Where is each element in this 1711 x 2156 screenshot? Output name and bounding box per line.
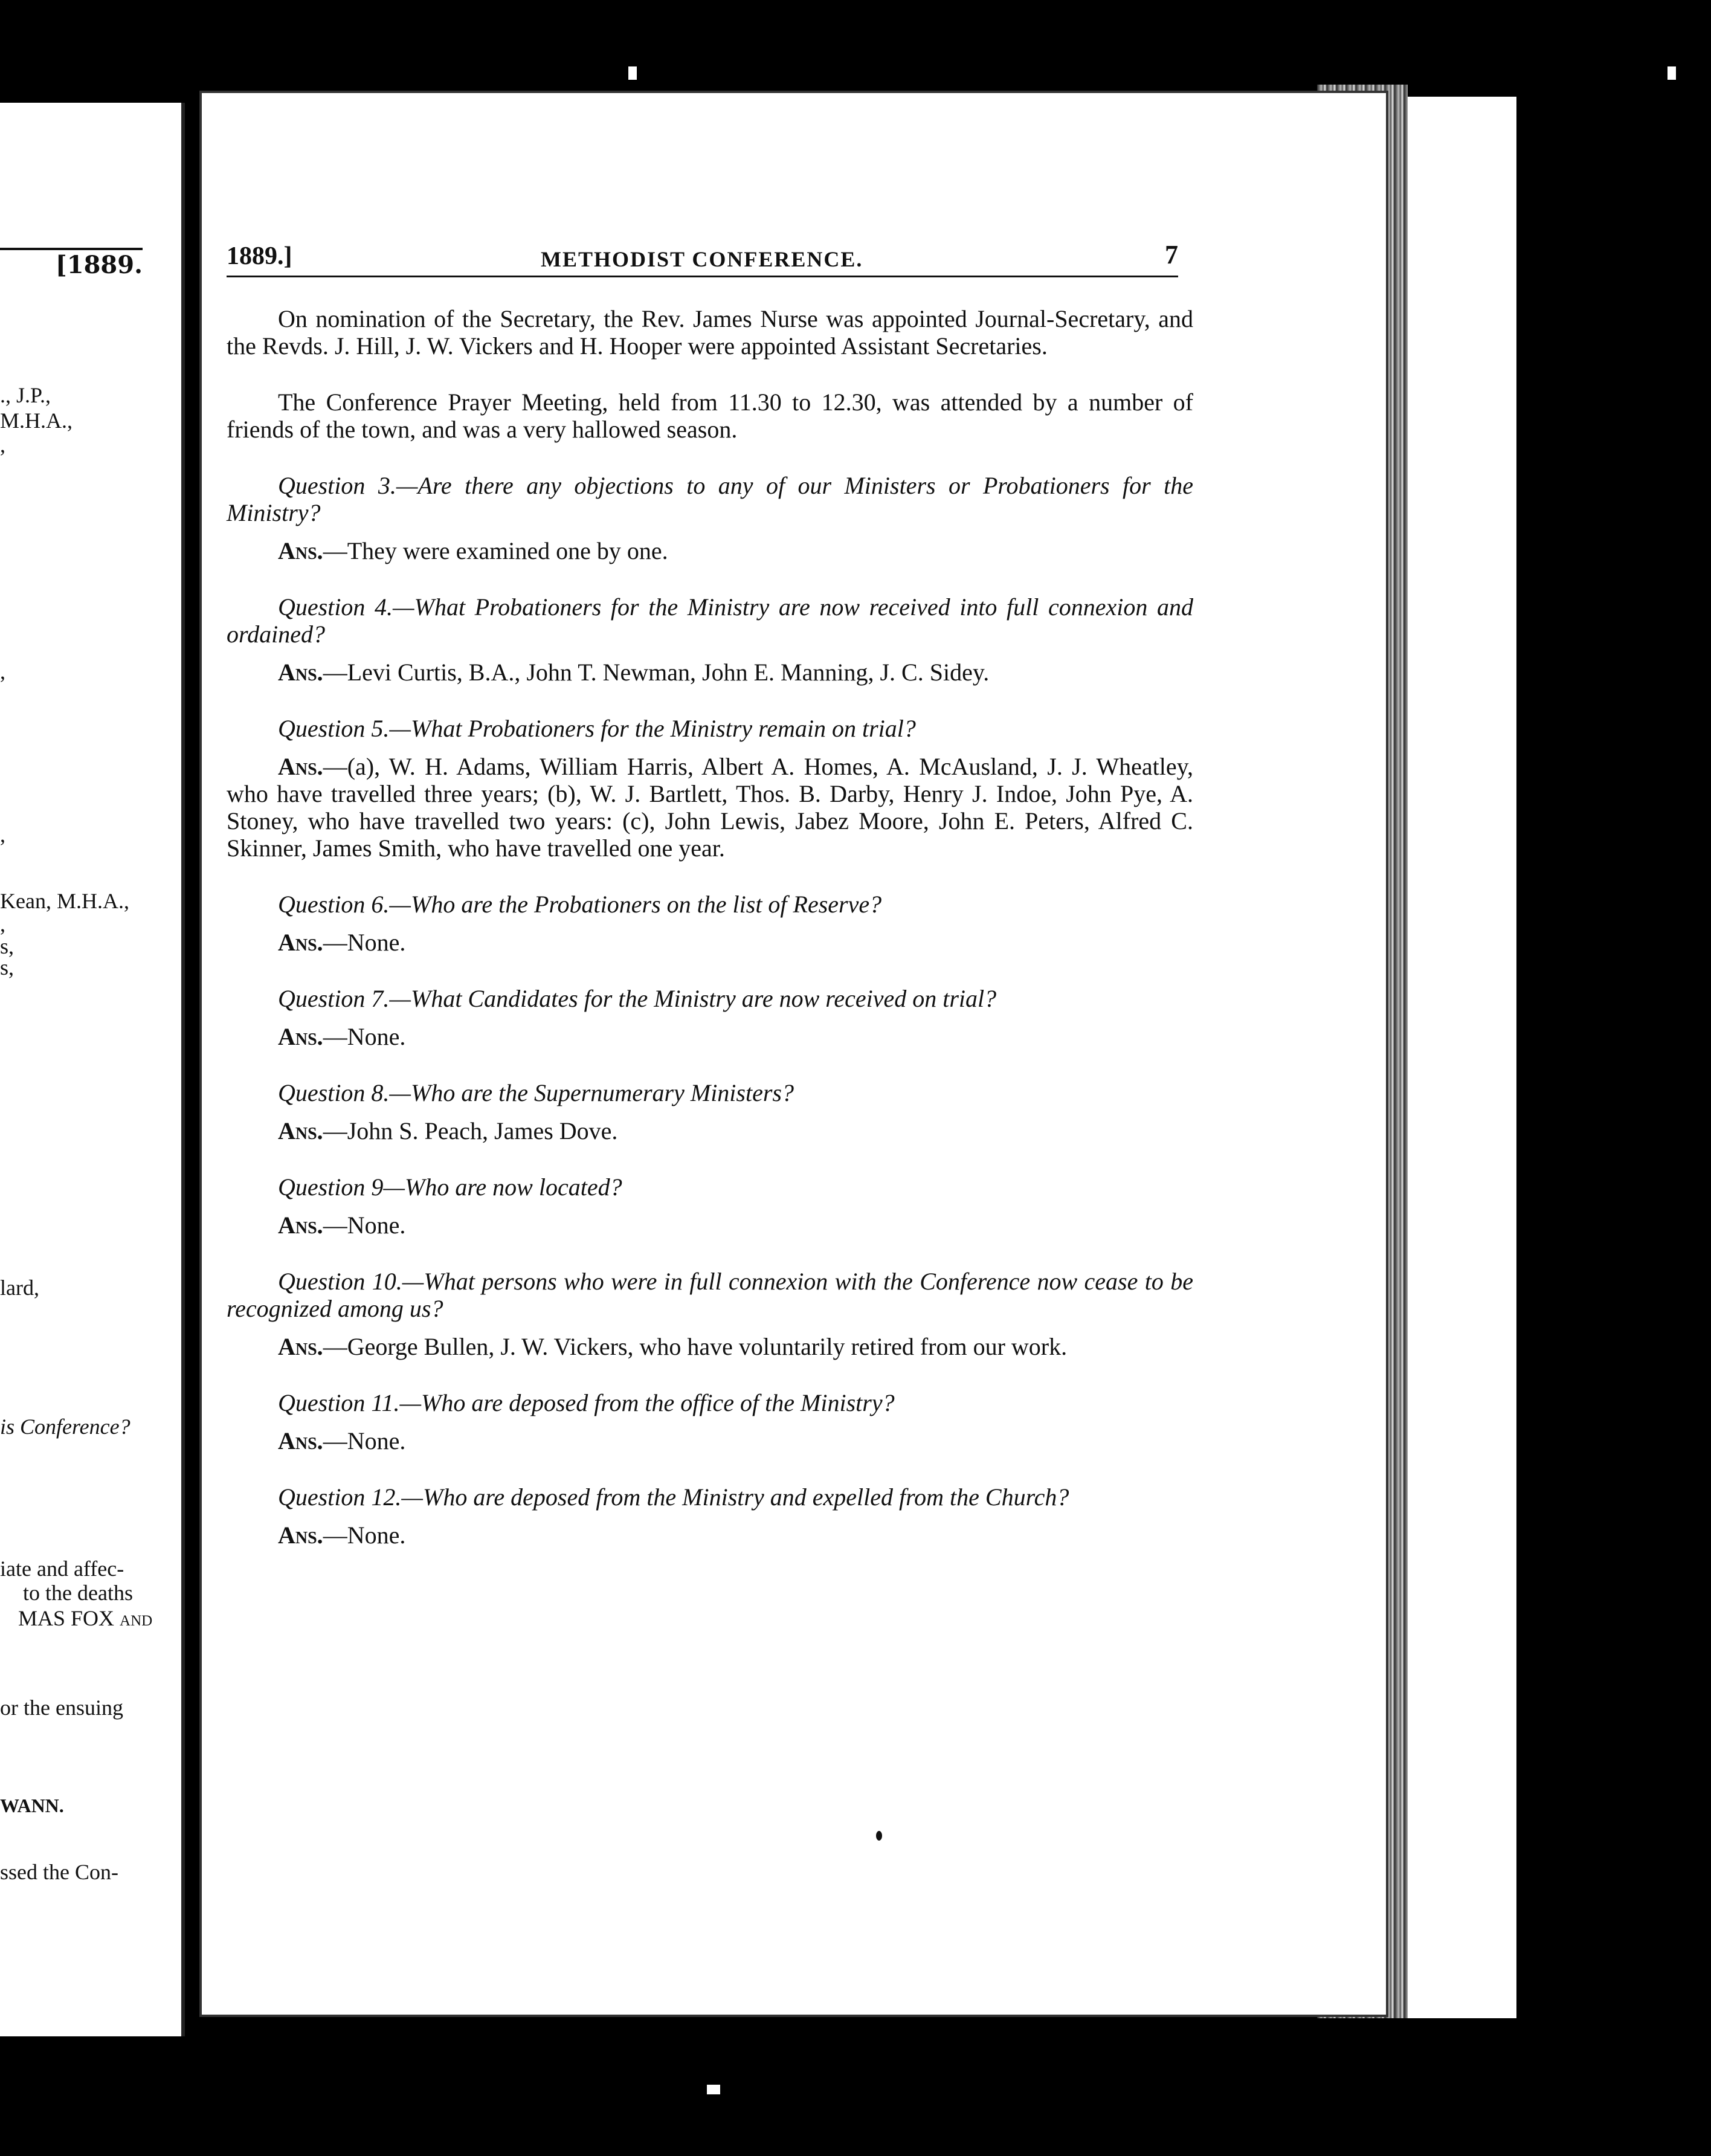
answer — [227, 1333, 1193, 1360]
answer-label: Ans. — [278, 1117, 323, 1144]
answer-label: Ans. — [278, 1023, 323, 1050]
answer — [227, 753, 1193, 862]
answer-text: —None. — [323, 1023, 406, 1050]
running-header — [227, 242, 1178, 278]
answer-text: —They were examined one by one. — [323, 537, 668, 564]
answer — [227, 1522, 1193, 1549]
qa-item — [227, 1483, 1193, 1549]
previous-page-year: [1889. — [55, 251, 143, 279]
left-fragment: or the ensuing — [0, 1696, 123, 1720]
answer-label: Ans. — [278, 659, 323, 686]
answer-text: —Levi Curtis, B.A., John T. Newman, John E. Manning, J. C. Sidey. — [323, 659, 990, 686]
header-year: 1889.] — [227, 242, 292, 270]
left-fragment: iate and affec- — [0, 1557, 124, 1581]
page-number: 7 — [1165, 240, 1178, 270]
answer-text: —George Bullen, J. W. Vickers, who have voluntarily retired from our work. — [323, 1333, 1068, 1360]
answer-label: Ans. — [278, 1427, 323, 1454]
question: Question 5.—What Probationers for the Ministry remain on trial? — [278, 715, 916, 742]
answer-text: —None. — [323, 929, 406, 956]
question: Question 7.—What Candidates for the Ministry are now received on trial? — [278, 985, 997, 1012]
answer-label: Ans. — [278, 929, 323, 956]
qa-item — [227, 1389, 1193, 1454]
question: Question 3.—Are there any objections to any of our Ministers or Probationers for the Ministry? — [227, 472, 1193, 526]
answer-label: Ans. — [278, 1212, 323, 1239]
left-fragment: s, — [0, 955, 14, 980]
answer-text: —John S. Peach, James Dove. — [323, 1117, 618, 1144]
qa-item — [227, 1079, 1193, 1144]
scan-speck — [628, 66, 637, 80]
left-fragment: is Conference? — [0, 1415, 130, 1439]
answer — [227, 929, 1193, 956]
left-fragment: MAS FOX and — [18, 1606, 153, 1630]
answer-text: —(a), W. H. Adams, William Harris, Albert A. Homes, A. McAusland, J. J. Wheatley, who have travelled three years; (b), W. J. Bartlett, Thos. B. Darby, Henry J. Indoe, John Pye, A. Stoney, who have travelled two years: (c), John Lewis, Jabez Moore, John E. Peters, Alfred C. Skinner, James Smith, who have travelled one year. — [227, 753, 1193, 862]
answer-label: Ans. — [278, 1522, 323, 1549]
answer — [227, 659, 1193, 686]
left-fragment: s, — [0, 934, 14, 958]
previous-page-fragment — [0, 103, 185, 2036]
left-fragment: lard, — [0, 1276, 39, 1300]
answer — [227, 1212, 1193, 1239]
qa-item — [227, 472, 1193, 564]
answer — [227, 1117, 1193, 1144]
qa-item — [227, 985, 1193, 1050]
answer — [227, 1427, 1193, 1454]
qa-item — [227, 891, 1193, 956]
previous-page-header-rule — [0, 248, 143, 250]
answer-label: Ans. — [278, 537, 323, 564]
header-title: METHODIST CONFERENCE. — [541, 247, 863, 271]
question: Question 6.—Who are the Probationers on the list of Reserve? — [278, 891, 882, 918]
background-strip — [1408, 97, 1516, 2018]
left-fragment: , — [0, 912, 5, 936]
answer — [227, 1023, 1193, 1050]
header-rule — [227, 276, 1178, 277]
qa-item — [227, 715, 1193, 862]
answer-label: Ans. — [278, 1333, 323, 1360]
question: Question 11.—Who are deposed from the office of the Ministry? — [278, 1389, 895, 1416]
scan-speck — [707, 2085, 720, 2094]
answer-text: —None. — [323, 1522, 406, 1549]
left-fragment: M.H.A., — [0, 408, 73, 433]
scan-speck — [1668, 66, 1676, 80]
qa-item — [227, 1173, 1193, 1239]
qa-item — [227, 1268, 1193, 1360]
question: Question 8.—Who are the Supernumerary Ministers? — [278, 1079, 794, 1106]
page-body — [227, 305, 1193, 1549]
left-fragment: , — [0, 433, 5, 457]
answer-text: —None. — [323, 1212, 406, 1239]
question: Question 9—Who are now located? — [278, 1173, 622, 1201]
left-fragment: , — [0, 659, 5, 683]
question: Question 10.—What persons who were in full connexion with the Conference now cease to be recognized among us? — [227, 1268, 1193, 1322]
left-fragment: Kean, M.H.A., — [0, 889, 129, 913]
question: Question 4.—What Probationers for the Ministry are now received into full connexion and ordained? — [227, 593, 1193, 648]
answer-text: —None. — [323, 1427, 406, 1454]
paragraph: The Conference Prayer Meeting, held from 11.30 to 12.30, was attended by a number of friends of the town, and was a very hallowed season. — [227, 389, 1193, 443]
answer — [227, 537, 1193, 564]
question: Question 12.—Who are deposed from the Ministry and expelled from the Church? — [278, 1483, 1069, 1511]
scan-speck — [876, 1831, 882, 1841]
left-fragment: WANN. — [0, 1795, 64, 1816]
paragraph: On nomination of the Secretary, the Rev. James Nurse was appointed Journal-Secretary, and the Revds. J. Hill, J. W. Vickers and H. Hooper were appointed Assistant Secretaries. — [227, 305, 1193, 360]
left-fragment: ssed the Con- — [0, 1860, 118, 1884]
answer-label: Ans. — [278, 753, 323, 780]
qa-item — [227, 593, 1193, 686]
left-fragment: , — [0, 822, 5, 847]
left-fragment: ., J.P., — [0, 383, 51, 407]
left-fragment: to the deaths — [23, 1581, 133, 1605]
